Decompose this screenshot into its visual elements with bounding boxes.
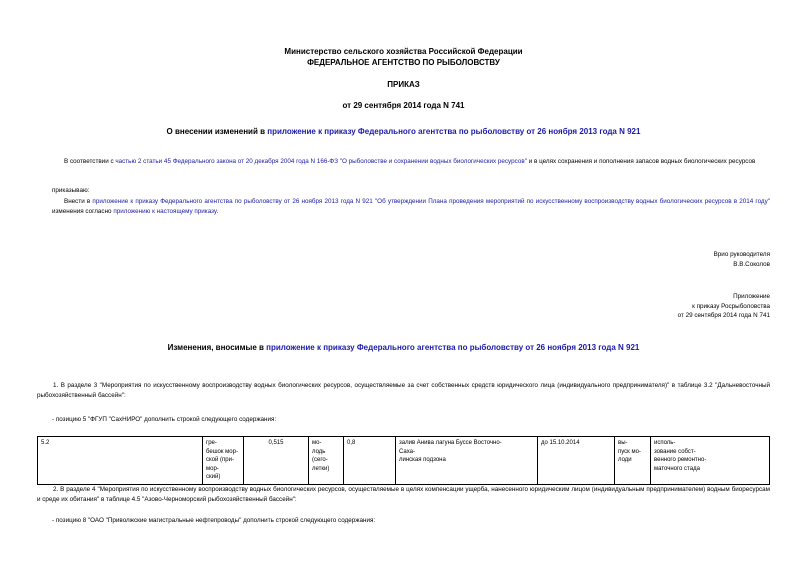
cell-deadline: до 15.10.2014 <box>538 437 615 485</box>
preamble-text-1: В соответствии с <box>64 158 116 165</box>
table-row <box>38 437 770 485</box>
cell-species: гре- бешок мор- ской (при- мор- ский) <box>203 437 244 485</box>
item-2-paragraph: 2. В разделе 4 "Мероприятия по искусственному воспроизводству водных биологических ресурсов, осуществляемые в целях компенсации ущерба, нанесенного юридическим лицом (индивидуальным предпринимателем) водным биоресурсам и среде их обитания" в таблице 4.5 "Азово-Черноморский рыбохозяйственный бассейн": <box>37 486 770 503</box>
item-1-paragraph: 1. В разделе 3 "Мероприятия по искусственному воспроизводству водных биологических ресурсов, осуществляемые за счет собственных средств юридического лица (индивидуального предпринимателя)" в таблице 3.2 "Дальневосточный рыбохозяйственный бассейн": <box>37 382 770 399</box>
order-word: приказываю: <box>52 187 90 194</box>
appendix-title-link[interactable]: приложение к приказу Федерального агентства по рыболовству от 26 ноября 2013 года N 921 <box>266 343 640 352</box>
cell-amount: 0,515 <box>244 437 309 485</box>
item-1-sub: - позицию 5 "ФГУП "СахНИРО" дополнить строкой следующего содержания: <box>52 416 277 423</box>
instruction-text-2: изменения согласно <box>52 207 114 215</box>
cell-weight: 0,8 <box>344 437 396 485</box>
document-title <box>0 127 807 137</box>
changes-table <box>37 436 770 485</box>
signature-block <box>500 250 770 269</box>
preamble-paragraph <box>52 157 770 167</box>
appendix-ref-line-3: от 29 сентября 2014 года N 741 <box>677 312 770 319</box>
law-link[interactable]: частью 2 статьи 45 Федерального закона от 20 декабря 2004 года N 166-ФЗ "О рыболовстве и сохранении водных биологических ресурсов" <box>115 158 527 165</box>
title-link[interactable]: приложение к приказу Федерального агентства по рыболовству от 26 ноября 2013 года N 921 <box>267 127 641 136</box>
document-type: ПРИКАЗ <box>387 80 420 89</box>
signature-position: Врио руководителя <box>713 251 770 258</box>
appendix-link[interactable]: приложению к настоящему приказу <box>113 207 217 215</box>
ministry-name: Министерство сельского хозяйства Российской Федерации <box>284 47 523 56</box>
item-2-sub: - позицию 8 "ОАО "Приволжские магистральные нефтепроводы" дополнить строкой следующего содержания: <box>52 517 376 524</box>
instruction-text-1: Внести в <box>64 198 93 205</box>
document-date-number: от 29 сентября 2014 года N 741 <box>342 101 465 110</box>
agency-name: ФЕДЕРАЛЬНОЕ АГЕНТСТВО ПО РЫБОЛОВСТВУ <box>307 58 500 67</box>
appendix-title <box>0 343 807 353</box>
cell-note: исполь- зование собст- венного ремонтно- маточного стада <box>651 437 770 485</box>
preamble-text-2: и в целях сохранения и пополнения запасов водных биологических ресурсов <box>526 158 756 165</box>
cell-location: залив Анива лагуна Буссе Восточно- Саха- линская подзона <box>396 437 538 485</box>
instruction-text-3: . <box>216 207 219 215</box>
appendix-reference <box>500 292 770 321</box>
instruction-paragraph <box>52 197 770 216</box>
appendix-ref-line-1: Приложение <box>733 293 770 300</box>
title-prefix: О внесении изменений в <box>166 127 268 136</box>
order-921-link[interactable]: приложение к приказу Федерального агентства по рыболовству от 26 ноября 2013 года N 921 "Об утверждении Плана проведения мероприятий по искусственному воспроизводству водных биологических ресурсов в 2014 году" <box>92 198 770 205</box>
signature-name: В.В.Соколов <box>733 260 770 268</box>
cell-stage: мо- лодь (сего- летки) <box>309 437 344 485</box>
appendix-ref-line-2: к приказу Росрыболовства <box>692 302 770 310</box>
cell-method: вы- пуск мо- лоди <box>615 437 651 485</box>
cell-number: 5.2 <box>38 437 203 485</box>
appendix-title-prefix: Изменения, вносимые в <box>167 343 267 352</box>
